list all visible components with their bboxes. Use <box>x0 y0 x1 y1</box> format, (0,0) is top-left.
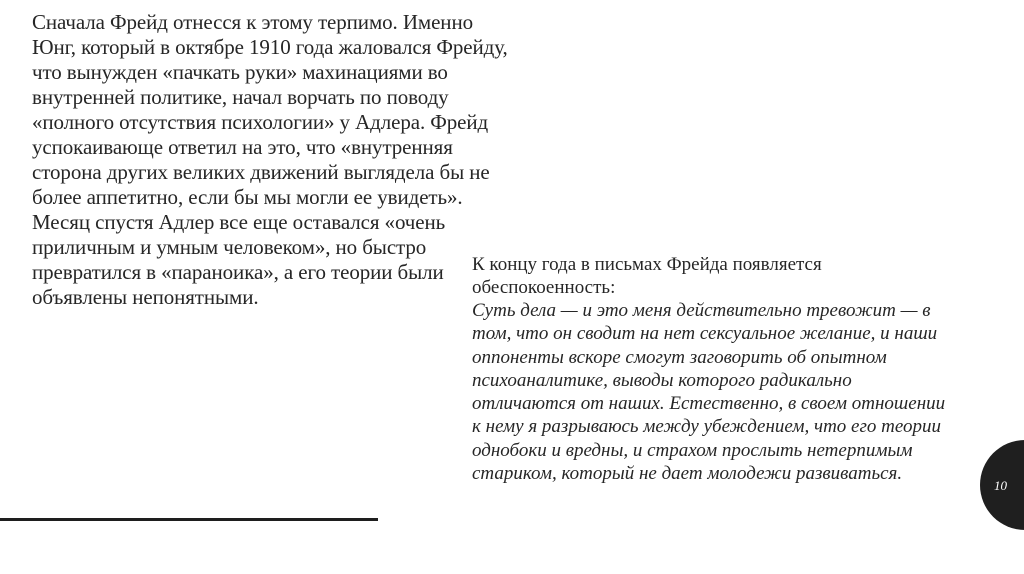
intro-line: К концу года в письмах Фрейда появляется <box>472 254 822 275</box>
quote-line: психоаналитике, выводы которого радикально <box>472 369 852 391</box>
quote-line: стариком, который не дает молодежи развиваться. <box>472 463 903 485</box>
freud-quote <box>472 299 972 485</box>
text-line: Юнг, который в октябре 1910 года жаловался Фрейду, <box>32 35 508 59</box>
text-line: превратился в «параноика», а его теории были <box>32 260 444 284</box>
left-paragraph <box>32 10 512 310</box>
page-number: 10 <box>994 478 1007 493</box>
text-line: сторона других великих движений выглядела бы не <box>32 160 490 184</box>
text-line: объявлены непонятными. <box>32 285 259 309</box>
quote-line: оппоненты вскоре смогут заговорить об опытном <box>472 346 887 368</box>
quote-line: однобоки и вредны, и страхом прослыть нетерпимым <box>472 439 913 461</box>
quote-line: Суть дела — и это меня действительно тревожит — в <box>472 300 931 321</box>
text-line: внутренней политике, начал ворчать по поводу <box>32 85 449 109</box>
text-line: Сначала Фрейд отнесся к этому терпимо. Именно <box>32 10 473 34</box>
text-line: более аппетитно, если бы мы могли ее увидеть». <box>32 185 463 209</box>
text-line: «полного отсутствия психологии» у Адлера. Фрейд <box>32 110 489 134</box>
text-line: приличным и умным человеком», но быстро <box>32 235 427 259</box>
text-line: что вынужден «пачкать руки» махинациями во <box>32 60 448 84</box>
quote-line: том, что он сводит на нет сексуальное желание, и наши <box>472 323 938 345</box>
quote-line: к нему я разрываюсь между убеждением, что его теории <box>472 416 942 438</box>
quote-line: отличаются от наших. Естественно, в своем отношении <box>472 393 946 415</box>
intro-line: обеспокоенность: <box>472 277 616 298</box>
right-quote-block <box>472 253 972 485</box>
bottom-divider <box>0 518 378 521</box>
text-line: Месяц спустя Адлер все еще оставался «очень <box>32 210 446 234</box>
quote-intro <box>472 253 972 299</box>
text-line: успокаивающе ответил на это, что «внутренняя <box>32 135 453 159</box>
